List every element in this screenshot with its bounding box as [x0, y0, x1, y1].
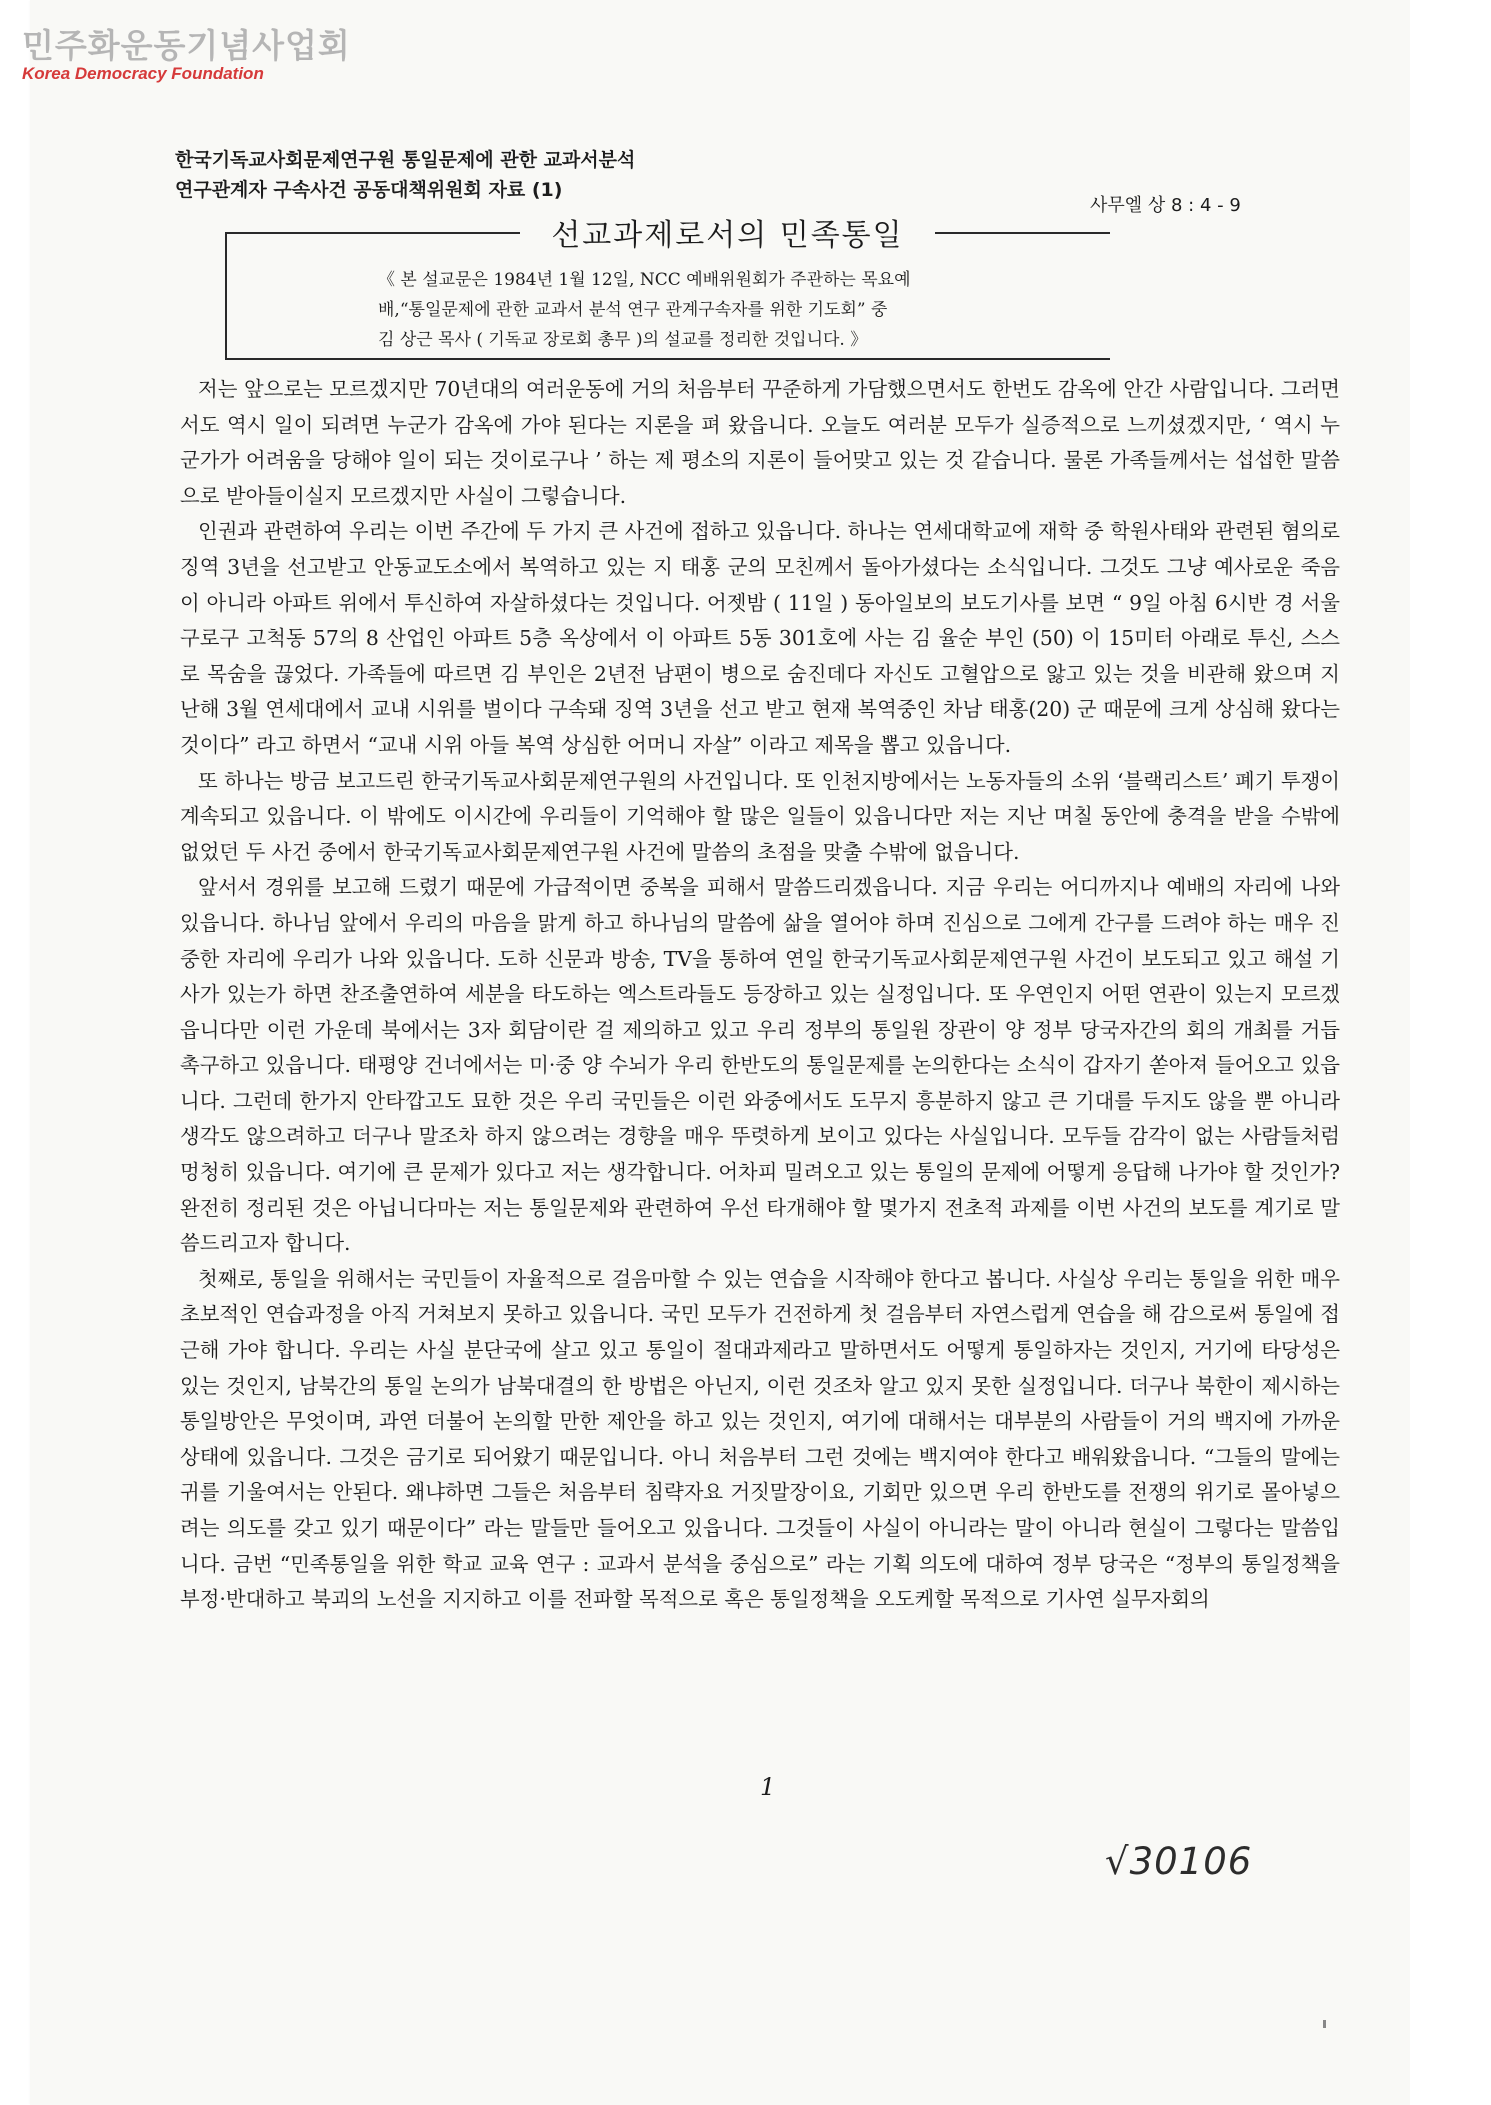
paragraph: 앞서서 경위를 보고해 드렸기 때문에 가급적이면 중복을 피해서 말씀드리겠읍니다. 지금 우리는 어디까지나 예배의 자리에 나와 있읍니다. 하나님 앞에서 우리의 마음을 맑게 하고 하나님의 말씀에 삶을 열어야 하며 진심으로 그에게 간구를 드려야 하는 매우 진중한 자리에 우리가 나와 있읍니다. 도하 신문과 방송, TV을 통하여 연일 한국기독교사회문제연구원 사건이 보도되고 있고 해설 기사가 있는가 하면 찬조출연하여 세분을 타도하는 엑스트라들도 등장하고 있는 실정입니다. 또 우연인지 어떤 연관이 있는지 모르겠읍니다만 이런 가운데 북에서는 3자 회담이란 걸 제의하고 있고 우리 정부의 통일원 장관이 양 정부 당국자간의 회의 개최를 거듭 촉구하고 있읍니다. 태평양 건너에서는 미·중 양 수뇌가 우리 한반도의 통일문제를 논의한다는 소식이 갑자기 쏟아져 들어오고 있읍니다. 그런데 한가지 안타깝고도 묘한 것은 우리 국민들은 이런 와중에서도 도무지 흥분하지 않고 큰 기대를 두지도 않을 뿐 아니라 생각도 않으려하고 더구나 말조차 하지 않으려는 경향을 매우 뚜렷하게 보이고 있다는 사실입니다. 모두들 감각이 없는 사람들처럼 멍청히 있읍니다. 여기에 큰 문제가 있다고 저는 생각합니다. 어차피 밀려오고 있는 통일의 문제에 어떻게 응답해 나가야 할 것인가? 완전히 정리된 것은 아닙니다마는 저는 통일문제와 관련하여 우선 타개해야 할 몇가지 전초적 과제를 이번 사건의 보도를 계기로 말씀드리고자 합니다. [180, 875, 1341, 1256]
handwritten-archive-number: √30106 [1105, 1840, 1253, 1883]
title-rule-right [935, 232, 1110, 234]
title-rule-left [225, 232, 520, 234]
intro-frame-bottom [225, 358, 1110, 360]
intro-frame-left [225, 232, 227, 360]
paragraph: 첫째로, 통일을 위해서는 국민들이 자율적으로 걸음마할 수 있는 연습을 시작해야 한다고 봅니다. 사실상 우리는 통일을 위한 매우 초보적인 연습과정을 아직 거쳐보지 못하고 있읍니다. 국민 모두가 건전하게 첫 걸음부터 자연스럽게 연습을 해 감으로써 통일에 접근해 가야 합니다. 우리는 사실 분단국에 살고 있고 통일이 절대과제라고 말하면서도 어떻게 통일하자는 것인지, 거기에 타당성은 있는 것인지, 남북간의 통일 논의가 남북대결의 한 방법은 아닌지, 이런 것조차 알고 있지 못한 실정입니다. 더구나 북한이 제시하는 통일방안은 무엇이며, 과연 더불어 논의할 만한 제안을 하고 있는 것인지, 여기에 대해서는 대부분의 사람들이 거의 백지에 가까운 상태에 있읍니다. 그것은 금기로 되어왔기 때문입니다. 아니 처음부터 그런 것에는 백지여야 한다고 배워왔읍니다. “그들의 말에는 귀를 기울여서는 안된다. 왜냐하면 그들은 처음부터 침략자요 거짓말장이요, 기회만 있으면 우리 한반도를 전쟁의 위기로 몰아넣으려는 의도를 갖고 있기 때문이다” 라는 말들만 들어오고 있읍니다. 그것들이 사실이 아니라는 말이 아니라 현실이 그렇다는 말씀입니다. 금번 “민족통일을 위한 학교 교육 연구 : 교과서 분석을 중심으로” 라는 기획 의도에 대하여 정부 당국은 “정부의 통일정책을 부정·반대하고 북괴의 노선을 지지하고 이를 전파할 목적으로 혹은 통일정책을 오도케할 목적으로 기사연 실무자회의 [180, 1266, 1340, 1612]
watermark-korean: 민주화운동기념사업회 [22, 26, 351, 65]
intro-note [378, 265, 1118, 355]
header-line-1: 한국기독교사회문제연구원 통일문제에 관한 교과서분석 [175, 149, 636, 171]
watermark-english: Korea Democracy Foundation [22, 64, 264, 83]
page-number: 1 [760, 1773, 776, 1801]
scan-speck [1323, 2020, 1326, 2028]
scripture-reference: 사무엘 상 8 : 4 - 9 [1090, 195, 1241, 216]
intro-line-2: 배,“통일문제에 관한 교과서 분석 연구 관계구속자를 위한 기도회” 중 [378, 300, 888, 320]
intro-line-3: 김 상근 목사 ( 기독교 장로회 총무 )의 설교를 정리한 것입니다. 》 [378, 330, 868, 350]
paragraph: 또 하나는 방금 보고드린 한국기독교사회문제연구원의 사건입니다. 또 인천지방에서는 노동자들의 소위 ‘블랙리스트’ 폐기 투쟁이 계속되고 있읍니다. 이 밖에도 이시간에 우리들이 기억해야 할 많은 일들이 있읍니다만 저는 지난 며칠 동안에 충격을 받을 수밖에 없었던 두 사건 중에서 한국기독교사회문제연구원 사건에 말씀의 초점을 맞출 수밖에 없읍니다. [180, 768, 1340, 864]
page-title: 선교과제로서의 민족통일 [551, 218, 904, 253]
intro-line-1: 《 본 설교문은 1984년 1월 12일, NCC 예배위원회가 주관하는 목요예 [378, 270, 911, 290]
page-margin [1410, 0, 1491, 2105]
sermon-body [180, 372, 1340, 1618]
document-header [175, 145, 895, 205]
paragraph: 인권과 관련하여 우리는 이번 주간에 두 가지 큰 사건에 접하고 있읍니다. 하나는 연세대학교에 재학 중 학원사태와 관련된 혐의로 징역 3년을 선고받고 안동교도소에서 복역하고 있는 지 태홍 군의 모친께서 돌아가셨다는 소식입니다. 그것도 그냥 예사로운 죽음이 아니라 아파트 위에서 투신하여 자살하셨다는 것입니다. 어젯밤 ( 11일 ) 동아일보의 보도기사를 보면 “ 9일 아침 6시반 경 서울 구로구 고척동 57의 8 산업인 아파트 5층 옥상에서 이 아파트 5동 301호에 사는 김 율순 부인 (50) 이 15미터 아래로 투신, 스스로 목숨을 끊었다. 가족들에 따르면 김 부인은 2년전 남편이 병으로 숨진데다 자신도 고혈압으로 앓고 있는 것을 비관해 왔으며 지난해 3월 연세대에서 교내 시위를 벌이다 구속돼 징역 3년을 선고 받고 현재 복역중인 차남 태홍(20) 군 때문에 크게 상심해 왔다는 것이다” 라고 하면서 “교내 시위 아들 복역 상심한 어머니 자살” 이라고 제목을 뽑고 있읍니다. [180, 519, 1340, 757]
header-line-2: 연구관계자 구속사건 공동대책위원회 자료 (1) [175, 179, 563, 201]
paragraph: 저는 앞으로는 모르겠지만 70년대의 여러운동에 거의 처음부터 꾸준하게 가담했으면서도 한번도 감옥에 안간 사람입니다. 그러면서도 역시 일이 되려면 누군가 감옥에 가야 된다는 지론을 펴 왔읍니다. 오늘도 여러분 모두가 실증적으로 느끼셨겠지만, ‘ 역시 누군가가 어려움을 당해야 일이 되는 것이로구나 ’ 하는 제 평소의 지론이 들어맞고 있는 것 같습니다. 물론 가족들께서는 섭섭한 말씀으로 받아들이실지 모르겠지만 사실이 그렇습니다. [180, 377, 1340, 508]
